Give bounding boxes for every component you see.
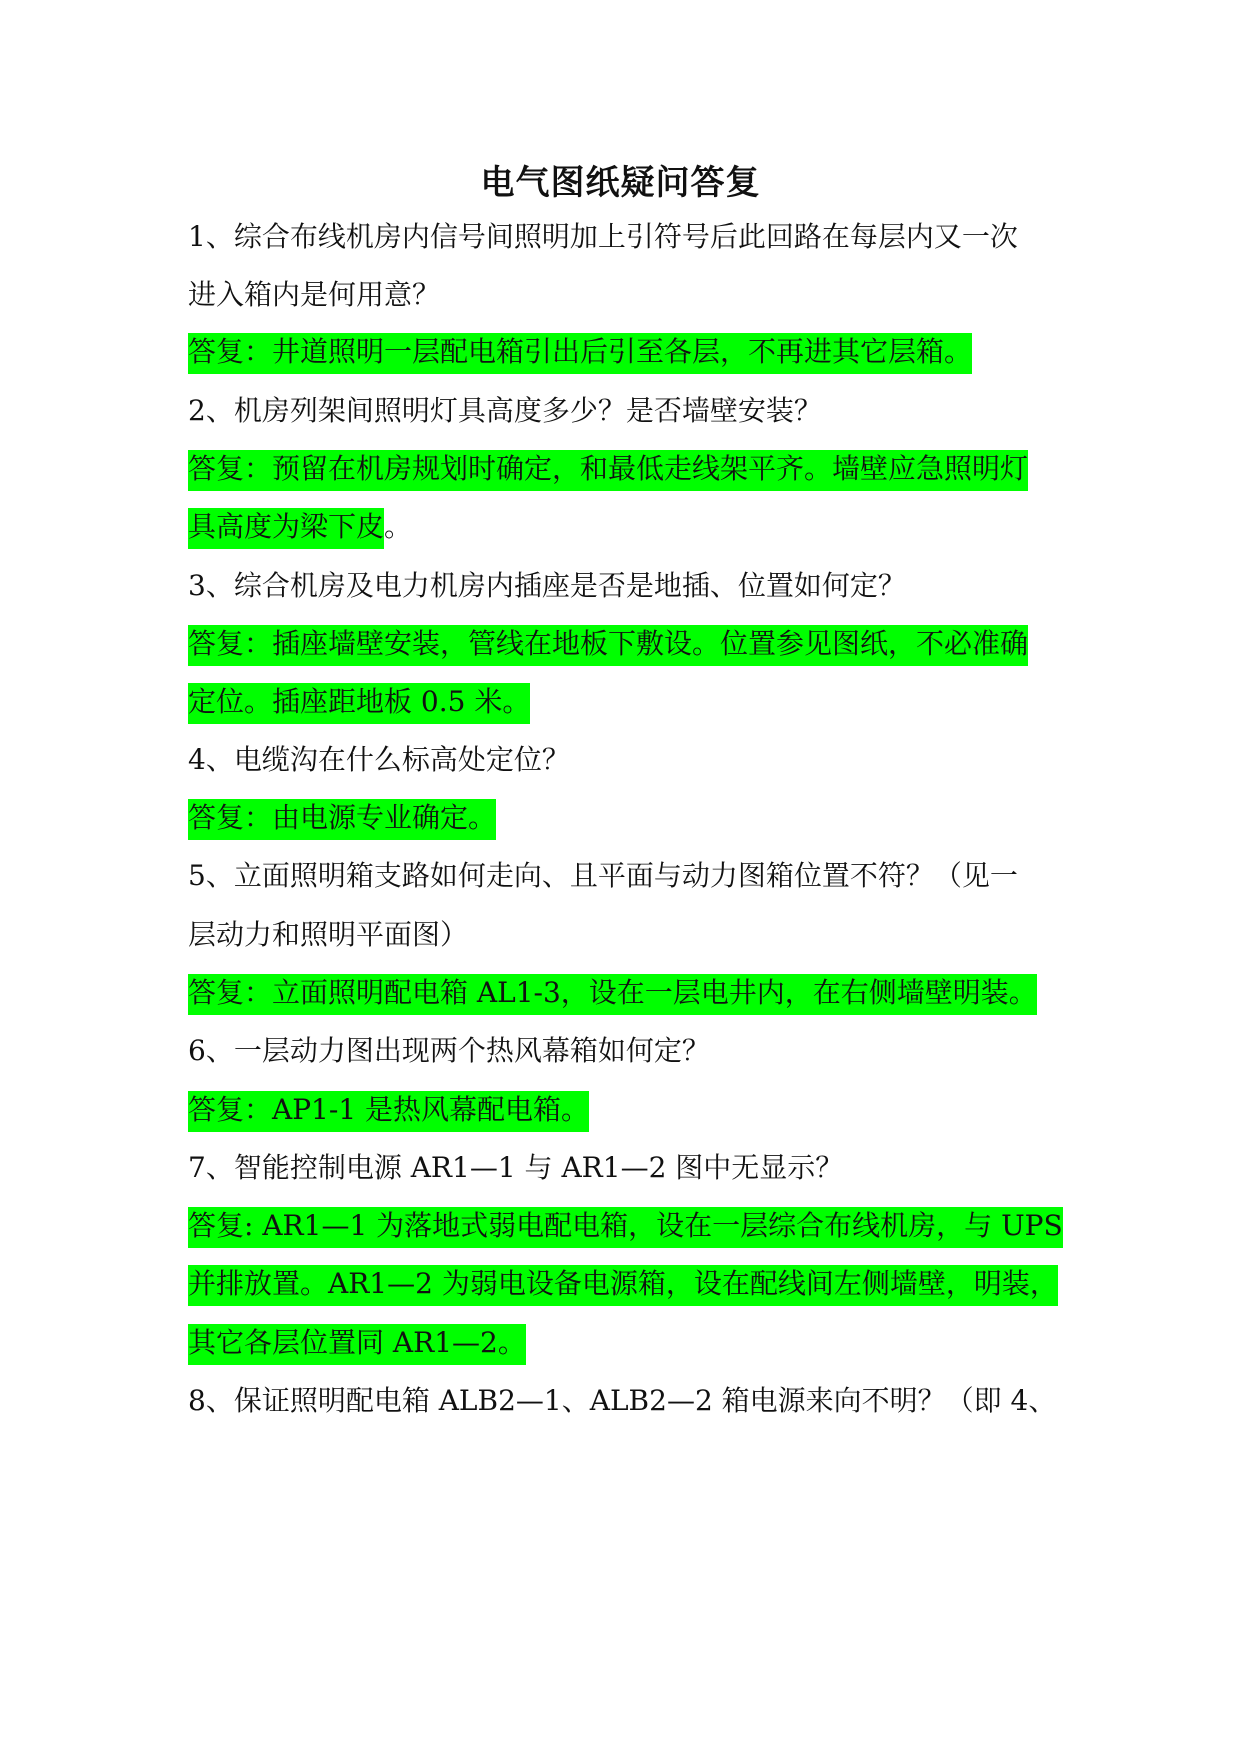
question-text: 8、保证照明配电箱 ALB2—1、ALB2—2 箱电源来向不明？（即 4、 <box>188 1384 1057 1417</box>
question-line <box>188 561 906 611</box>
answer-line <box>188 1259 1058 1309</box>
question-text: 7、智能控制电源 AR1—1 与 AR1—2 图中无显示？ <box>188 1151 844 1184</box>
answer-line <box>188 677 530 727</box>
question-text: 2、机房列架间照明灯具高度多少？是否墙壁安装？ <box>188 394 822 427</box>
question-text: 进入箱内是何用意？ <box>188 278 441 311</box>
question-line <box>188 851 1018 901</box>
answer-line <box>188 968 1037 1018</box>
answer-line <box>188 502 412 552</box>
answer-text: 答复：立面照明配电箱 AL1-3，设在一层电井内，在右侧墙壁明装。 <box>188 974 1037 1015</box>
answer-line <box>188 444 1028 494</box>
question-line <box>188 1143 843 1193</box>
answer-text: 答复: AR1—1 为落地式弱电配电箱，设在一层综合布线机房，与 UPS <box>188 1207 1063 1248</box>
answer-tail: 。 <box>384 510 413 543</box>
question-line <box>188 270 440 320</box>
answer-line <box>188 619 1028 669</box>
answer-text: 答复：由电源专业确定。 <box>188 799 496 840</box>
answer-line <box>188 793 496 843</box>
question-line <box>188 910 468 960</box>
question-text: 6、一层动力图出现两个热风幕箱如何定？ <box>188 1034 710 1067</box>
page-title: 电气图纸疑问答复 <box>480 163 761 203</box>
answer-text: 答复：AP1-1 是热风幕配电箱。 <box>188 1091 589 1132</box>
question-line <box>188 1376 1056 1426</box>
answer-text: 定位。插座距地板 0.5 米。 <box>188 683 530 724</box>
answer-text: 其它各层位置同 AR1—2。 <box>188 1324 526 1365</box>
question-text: 5、立面照明箱支路如何走向、且平面与动力图箱位置不符？（见一 <box>188 859 1018 892</box>
answer-text: 答复：预留在机房规划时确定，和最低走线架平齐。墙壁应急照明灯 <box>188 450 1028 491</box>
question-text: 3、综合机房及电力机房内插座是否是地插、位置如何定？ <box>188 569 906 602</box>
question-text: 1、综合布线机房内信号间照明加上引符号后此回路在每层内又一次 <box>188 220 1018 253</box>
question-line <box>188 386 822 436</box>
answer-line <box>188 327 972 377</box>
question-text: 4、电缆沟在什么标高处定位？ <box>188 743 570 776</box>
question-line <box>188 1026 710 1076</box>
answer-line <box>188 1085 589 1135</box>
answer-line <box>188 1201 1063 1251</box>
answer-line <box>188 1318 526 1368</box>
question-text: 层动力和照明平面图） <box>188 918 469 951</box>
answer-text: 并排放置。AR1—2 为弱电设备电源箱，设在配线间左侧墙壁，明装， <box>188 1265 1058 1306</box>
question-line <box>188 212 1018 262</box>
answer-text: 答复：插座墙壁安装，管线在地板下敷设。位置参见图纸，不必准确 <box>188 625 1028 666</box>
answer-text: 具高度为梁下皮 <box>188 508 384 549</box>
question-line <box>188 735 570 785</box>
answer-text: 答复：井道照明一层配电箱引出后引至各层，不再进其它层箱。 <box>188 333 972 374</box>
